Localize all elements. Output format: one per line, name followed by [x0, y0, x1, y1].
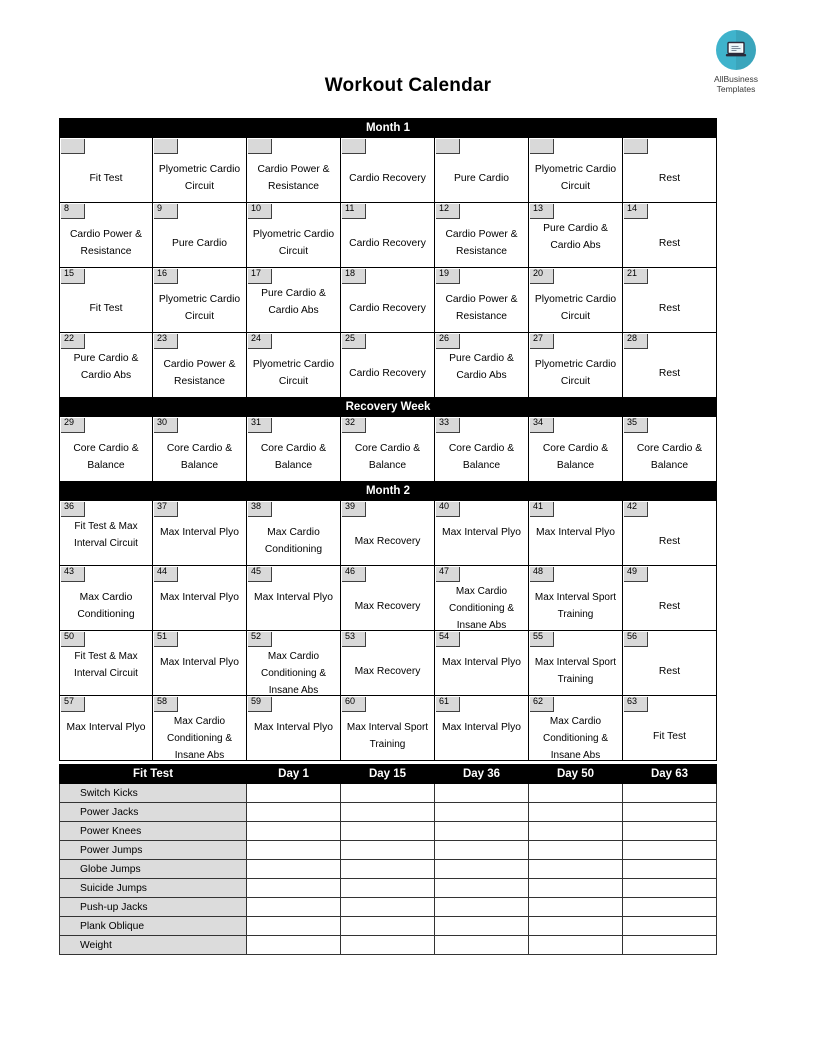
day-workout-label: Max Interval Plyo — [160, 527, 239, 538]
day-workout-label: Pure Cardio & Cardio Abs — [449, 353, 514, 381]
day-workout-label: Pure Cardio & Cardio Abs — [73, 353, 139, 381]
day-number: 26 — [436, 334, 460, 349]
day-number: 56 — [624, 632, 648, 647]
day-number: 50 — [61, 632, 85, 647]
day-number: 14 — [624, 204, 648, 219]
fit-test-value-cell[interactable] — [529, 879, 623, 898]
fit-test-exercise-label: Weight — [60, 936, 247, 955]
calendar-day-cell[interactable] — [623, 417, 717, 482]
page-title: Workout Calendar — [324, 75, 492, 96]
day-number: 47 — [436, 567, 460, 582]
day-number: 28 — [624, 334, 648, 349]
calendar-day-cell[interactable] — [153, 501, 247, 566]
day-workout-label: Cardio Recovery — [349, 368, 426, 379]
fit-test-value-cell[interactable] — [341, 784, 435, 803]
day-workout-label: Rest — [658, 368, 681, 379]
calendar-day-cell[interactable] — [623, 566, 717, 631]
fit-test-row — [60, 784, 717, 803]
calendar-week-row — [60, 417, 717, 482]
calendar-day-cell[interactable] — [341, 501, 435, 566]
day-workout-label: Cardio Power & Resistance — [69, 229, 143, 257]
calendar-day-cell[interactable] — [60, 417, 153, 482]
calendar-day-cell[interactable] — [60, 501, 153, 566]
calendar-day-cell[interactable] — [341, 268, 435, 333]
fit-test-value-cell[interactable] — [623, 898, 717, 917]
day-workout-label: Rest — [658, 238, 681, 249]
calendar-day-cell[interactable] — [341, 417, 435, 482]
day-workout-label: Fit Test — [89, 173, 123, 184]
fit-test-value-cell[interactable] — [623, 860, 717, 879]
day-number: 23 — [154, 334, 178, 349]
day-workout-label: Max Interval Sport Training — [534, 592, 617, 620]
day-number: 40 — [436, 502, 460, 517]
day-workout-label: Plyometric Cardio Circuit — [534, 164, 617, 192]
day-workout-label: Max Recovery — [354, 666, 421, 677]
fit-test-column-header: Day 1 — [247, 765, 341, 784]
fit-test-value-cell[interactable] — [341, 917, 435, 936]
day-number: 10 — [248, 204, 272, 219]
fit-test-value-cell[interactable] — [341, 860, 435, 879]
calendar-day-cell[interactable] — [247, 696, 341, 761]
fit-test-column-header: Day 63 — [623, 765, 717, 784]
fit-test-row — [60, 917, 717, 936]
calendar-day-cell[interactable] — [247, 631, 341, 696]
day-workout-label: Max Cardio Conditioning & Insane Abs — [542, 716, 609, 761]
calendar-day-cell[interactable] — [623, 138, 717, 203]
day-number: 39 — [342, 502, 366, 517]
fit-test-column-header: Day 50 — [529, 765, 623, 784]
fit-test-exercise-label: Globe Jumps — [60, 860, 247, 879]
calendar-day-cell[interactable] — [153, 631, 247, 696]
day-workout-label: Plyometric Cardio Circuit — [534, 294, 617, 322]
calendar-section-band — [60, 119, 717, 138]
calendar-day-cell[interactable] — [153, 417, 247, 482]
day-number: 54 — [436, 632, 460, 647]
calendar-day-cell[interactable] — [153, 566, 247, 631]
day-number: 46 — [342, 567, 366, 582]
fit-test-value-cell[interactable] — [247, 936, 341, 955]
day-workout-label: Max Interval Plyo — [254, 722, 333, 733]
fit-test-value-cell[interactable] — [435, 879, 529, 898]
calendar-day-cell[interactable] — [623, 203, 717, 268]
day-workout-label: Max Interval Plyo — [442, 657, 521, 668]
day-workout-label: Core Cardio & Balance — [636, 443, 703, 471]
day-number — [154, 139, 178, 154]
laptop-icon — [716, 30, 756, 70]
calendar-day-cell[interactable] — [60, 138, 153, 203]
day-workout-label: Pure Cardio & Cardio Abs — [261, 288, 326, 316]
fit-test-value-cell[interactable] — [247, 898, 341, 917]
calendar-day-cell[interactable] — [247, 203, 341, 268]
calendar-day-cell[interactable] — [153, 138, 247, 203]
calendar-day-cell[interactable] — [341, 696, 435, 761]
calendar-day-cell[interactable] — [60, 566, 153, 631]
day-workout-label: Max Interval Plyo — [254, 592, 333, 603]
day-number: 41 — [530, 502, 554, 517]
day-number: 57 — [61, 697, 85, 712]
fit-test-value-cell[interactable] — [529, 917, 623, 936]
day-workout-label: Core Cardio & Balance — [354, 443, 421, 471]
day-number: 34 — [530, 418, 554, 433]
fit-test-value-cell[interactable] — [247, 803, 341, 822]
day-workout-label: Core Cardio & Balance — [260, 443, 327, 471]
calendar-day-cell[interactable] — [529, 417, 623, 482]
day-number: 18 — [342, 269, 366, 284]
day-workout-label: Cardio Recovery — [349, 303, 426, 314]
day-workout-label: Max Recovery — [354, 536, 421, 547]
fit-test-row — [60, 879, 717, 898]
day-workout-label: Core Cardio & Balance — [542, 443, 609, 471]
fit-test-value-cell[interactable] — [529, 936, 623, 955]
calendar-day-cell[interactable] — [435, 501, 529, 566]
day-workout-label: Max Interval Sport Training — [534, 657, 617, 685]
calendar-day-cell[interactable] — [435, 268, 529, 333]
day-number: 63 — [624, 697, 648, 712]
day-workout-label: Max Recovery — [354, 601, 421, 612]
calendar-day-cell[interactable] — [153, 696, 247, 761]
calendar-day-cell[interactable] — [60, 203, 153, 268]
day-number: 32 — [342, 418, 366, 433]
calendar-day-cell[interactable] — [341, 566, 435, 631]
day-number: 11 — [342, 204, 366, 219]
fit-test-column-header: Day 36 — [435, 765, 529, 784]
fit-test-value-cell[interactable] — [623, 841, 717, 860]
day-number: 35 — [624, 418, 648, 433]
day-workout-label: Max Cardio Conditioning & Insane Abs — [166, 716, 233, 761]
day-number: 25 — [342, 334, 366, 349]
day-workout-label: Max Interval Plyo — [442, 722, 521, 733]
day-number — [61, 139, 85, 154]
calendar-week-row — [60, 696, 717, 761]
fit-test-value-cell[interactable] — [247, 841, 341, 860]
fit-test-value-cell[interactable] — [341, 822, 435, 841]
calendar-day-cell[interactable] — [153, 333, 247, 398]
day-number: 55 — [530, 632, 554, 647]
day-number: 45 — [248, 567, 272, 582]
fit-test-value-cell[interactable] — [623, 784, 717, 803]
fit-test-value-cell[interactable] — [623, 822, 717, 841]
fit-test-value-cell[interactable] — [435, 917, 529, 936]
day-workout-label: Pure Cardio — [454, 173, 509, 184]
fit-test-exercise-label: Switch Kicks — [60, 784, 247, 803]
fit-test-value-cell[interactable] — [341, 898, 435, 917]
day-workout-label: Core Cardio & Balance — [166, 443, 233, 471]
day-workout-label: Pure Cardio & Cardio Abs — [543, 223, 608, 251]
day-workout-label: Core Cardio & Balance — [448, 443, 515, 471]
fit-test-value-cell[interactable] — [529, 898, 623, 917]
day-number: 48 — [530, 567, 554, 582]
day-workout-label: Fit Test & Max Interval Circuit — [74, 521, 138, 549]
day-number: 19 — [436, 269, 460, 284]
calendar-day-cell[interactable] — [60, 333, 153, 398]
fit-test-value-cell[interactable] — [341, 936, 435, 955]
calendar-day-cell[interactable] — [623, 696, 717, 761]
day-workout-label: Pure Cardio — [172, 238, 227, 249]
calendar-day-cell[interactable] — [529, 333, 623, 398]
calendar-day-cell[interactable] — [435, 696, 529, 761]
fit-test-row — [60, 803, 717, 822]
calendar-day-cell[interactable] — [60, 631, 153, 696]
day-number: 59 — [248, 697, 272, 712]
calendar-day-cell[interactable] — [247, 566, 341, 631]
day-workout-label: Max Cardio Conditioning & Insane Abs — [448, 586, 515, 631]
section-band-label: Month 2 — [60, 482, 717, 501]
calendar-day-cell[interactable] — [341, 203, 435, 268]
day-workout-label: Rest — [658, 536, 681, 547]
fit-test-value-cell[interactable] — [247, 822, 341, 841]
day-workout-label: Max Interval Plyo — [160, 592, 239, 603]
day-workout-label: Cardio Power & Resistance — [163, 359, 236, 387]
day-workout-label: Plyometric Cardio Circuit — [252, 359, 335, 387]
calendar-day-cell[interactable] — [247, 501, 341, 566]
day-workout-label: Max Cardio Conditioning & Insane Abs — [260, 651, 327, 696]
fit-test-value-cell[interactable] — [341, 803, 435, 822]
day-number: 8 — [61, 204, 85, 219]
calendar-day-cell[interactable] — [623, 333, 717, 398]
section-band-label: Recovery Week — [60, 398, 717, 417]
fit-test-value-cell[interactable] — [529, 803, 623, 822]
calendar-day-cell[interactable] — [60, 696, 153, 761]
fit-test-value-cell[interactable] — [435, 841, 529, 860]
calendar-day-cell[interactable] — [529, 631, 623, 696]
day-number: 29 — [61, 418, 85, 433]
day-number — [530, 139, 554, 154]
day-workout-label: Rest — [658, 601, 681, 612]
fit-test-exercise-label: Suicide Jumps — [60, 879, 247, 898]
calendar-week-row — [60, 333, 717, 398]
fit-test-value-cell[interactable] — [529, 784, 623, 803]
calendar-day-cell[interactable] — [623, 501, 717, 566]
calendar-week-row — [60, 501, 717, 566]
day-number: 24 — [248, 334, 272, 349]
day-workout-label: Max Cardio Conditioning — [264, 527, 323, 555]
day-number: 44 — [154, 567, 178, 582]
fit-test-value-cell[interactable] — [341, 879, 435, 898]
day-number: 22 — [61, 334, 85, 349]
calendar-day-cell[interactable] — [435, 417, 529, 482]
workout-calendar-table — [59, 118, 717, 761]
day-number: 43 — [61, 567, 85, 582]
section-band-label: Month 1 — [60, 119, 717, 138]
fit-test-value-cell[interactable] — [623, 879, 717, 898]
day-number: 15 — [61, 269, 85, 284]
fit-test-exercise-label: Push-up Jacks — [60, 898, 247, 917]
day-workout-label: Plyometric Cardio Circuit — [158, 164, 241, 192]
day-workout-label: Plyometric Cardio Circuit — [252, 229, 335, 257]
fit-test-value-cell[interactable] — [435, 803, 529, 822]
day-number: 58 — [154, 697, 178, 712]
day-workout-label: Cardio Power & Resistance — [445, 229, 518, 257]
fit-test-value-cell[interactable] — [435, 898, 529, 917]
day-workout-label: Max Interval Plyo — [160, 657, 239, 668]
fit-test-value-cell[interactable] — [529, 860, 623, 879]
calendar-day-cell[interactable] — [247, 138, 341, 203]
day-workout-label: Max Interval Plyo — [442, 527, 521, 538]
day-number: 16 — [154, 269, 178, 284]
day-workout-label: Plyometric Cardio Circuit — [534, 359, 617, 387]
day-number: 30 — [154, 418, 178, 433]
day-number: 9 — [154, 204, 178, 219]
calendar-day-cell[interactable] — [60, 268, 153, 333]
day-number: 42 — [624, 502, 648, 517]
calendar-day-cell[interactable] — [247, 417, 341, 482]
fit-test-row — [60, 841, 717, 860]
fit-test-row — [60, 822, 717, 841]
day-number: 13 — [530, 204, 554, 219]
logo-text-line1: AllBusiness — [714, 74, 758, 84]
day-workout-label: Rest — [658, 303, 681, 314]
day-number — [436, 139, 460, 154]
calendar-day-cell[interactable] — [435, 333, 529, 398]
day-workout-label: Core Cardio & Balance — [73, 443, 139, 471]
day-workout-label: Rest — [658, 173, 681, 184]
fit-test-value-cell[interactable] — [435, 784, 529, 803]
fit-test-value-cell[interactable] — [623, 936, 717, 955]
day-number: 31 — [248, 418, 272, 433]
calendar-day-cell[interactable] — [623, 631, 717, 696]
calendar-week-row — [60, 268, 717, 333]
calendar-day-cell[interactable] — [435, 203, 529, 268]
calendar-day-cell[interactable] — [341, 333, 435, 398]
day-number: 53 — [342, 632, 366, 647]
calendar-day-cell[interactable] — [529, 138, 623, 203]
calendar-day-cell[interactable] — [529, 203, 623, 268]
day-workout-label: Fit Test — [653, 731, 686, 742]
calendar-week-row — [60, 138, 717, 203]
day-number: 12 — [436, 204, 460, 219]
day-number: 17 — [248, 269, 272, 284]
fit-test-row — [60, 860, 717, 879]
day-workout-label: Cardio Recovery — [349, 173, 426, 184]
day-number: 62 — [530, 697, 554, 712]
day-number: 20 — [530, 269, 554, 284]
calendar-day-cell[interactable] — [529, 566, 623, 631]
day-number — [624, 139, 648, 154]
day-workout-label: Max Interval Plyo — [536, 527, 615, 538]
fit-test-value-cell[interactable] — [247, 784, 341, 803]
day-number: 37 — [154, 502, 178, 517]
calendar-week-row — [60, 203, 717, 268]
fit-test-row — [60, 898, 717, 917]
calendar-section-band — [60, 482, 717, 501]
calendar-day-cell[interactable] — [435, 138, 529, 203]
calendar-day-cell[interactable] — [529, 268, 623, 333]
fit-test-exercise-label: Power Knees — [60, 822, 247, 841]
day-number: 21 — [624, 269, 648, 284]
day-number: 38 — [248, 502, 272, 517]
fit-test-column-header: Day 15 — [341, 765, 435, 784]
calendar-day-cell[interactable] — [341, 631, 435, 696]
calendar-day-cell[interactable] — [341, 138, 435, 203]
calendar-week-row — [60, 631, 717, 696]
day-workout-label: Fit Test & Max Interval Circuit — [74, 651, 138, 679]
day-number: 27 — [530, 334, 554, 349]
fit-test-value-cell[interactable] — [247, 860, 341, 879]
fit-test-title: Fit Test — [60, 765, 247, 784]
day-workout-label: Cardio Recovery — [349, 238, 426, 249]
calendar-day-cell[interactable] — [435, 631, 529, 696]
calendar-section-band — [60, 398, 717, 417]
calendar-day-cell[interactable] — [153, 203, 247, 268]
fit-test-value-cell[interactable] — [341, 841, 435, 860]
fit-test-row — [60, 936, 717, 955]
day-number: 36 — [61, 502, 85, 517]
fit-test-value-cell[interactable] — [247, 879, 341, 898]
day-workout-label: Max Interval Plyo — [66, 722, 146, 733]
fit-test-value-cell[interactable] — [529, 841, 623, 860]
day-workout-label: Cardio Power & Resistance — [257, 164, 330, 192]
calendar-day-cell[interactable] — [247, 333, 341, 398]
calendar-day-cell[interactable] — [153, 268, 247, 333]
calendar-day-cell[interactable] — [435, 566, 529, 631]
fit-test-value-cell[interactable] — [435, 936, 529, 955]
day-workout-label: Cardio Power & Resistance — [445, 294, 518, 322]
day-workout-label: Max Interval Sport Training — [346, 722, 429, 750]
calendar-day-cell[interactable] — [529, 501, 623, 566]
fit-test-exercise-label: Plank Oblique — [60, 917, 247, 936]
day-number: 49 — [624, 567, 648, 582]
fit-test-exercise-label: Power Jacks — [60, 803, 247, 822]
fit-test-value-cell[interactable] — [623, 803, 717, 822]
fit-test-table — [59, 764, 717, 955]
calendar-day-cell[interactable] — [247, 268, 341, 333]
fit-test-value-cell[interactable] — [435, 860, 529, 879]
fit-test-value-cell[interactable] — [623, 917, 717, 936]
fit-test-exercise-label: Power Jumps — [60, 841, 247, 860]
day-number: 60 — [342, 697, 366, 712]
day-number — [342, 139, 366, 154]
fit-test-value-cell[interactable] — [247, 917, 341, 936]
day-number: 51 — [154, 632, 178, 647]
fit-test-value-cell[interactable] — [529, 822, 623, 841]
calendar-day-cell[interactable] — [623, 268, 717, 333]
day-workout-label: Fit Test — [89, 303, 123, 314]
logo-text-line2: Templates — [716, 84, 756, 94]
day-number: 33 — [436, 418, 460, 433]
day-number: 52 — [248, 632, 272, 647]
day-workout-label: Rest — [658, 666, 681, 677]
calendar-week-row — [60, 566, 717, 631]
day-workout-label: Plyometric Cardio Circuit — [158, 294, 241, 322]
day-number: 61 — [436, 697, 460, 712]
day-workout-label: Max Cardio Conditioning — [77, 592, 135, 620]
calendar-day-cell[interactable] — [529, 696, 623, 761]
fit-test-value-cell[interactable] — [435, 822, 529, 841]
day-number — [248, 139, 272, 154]
